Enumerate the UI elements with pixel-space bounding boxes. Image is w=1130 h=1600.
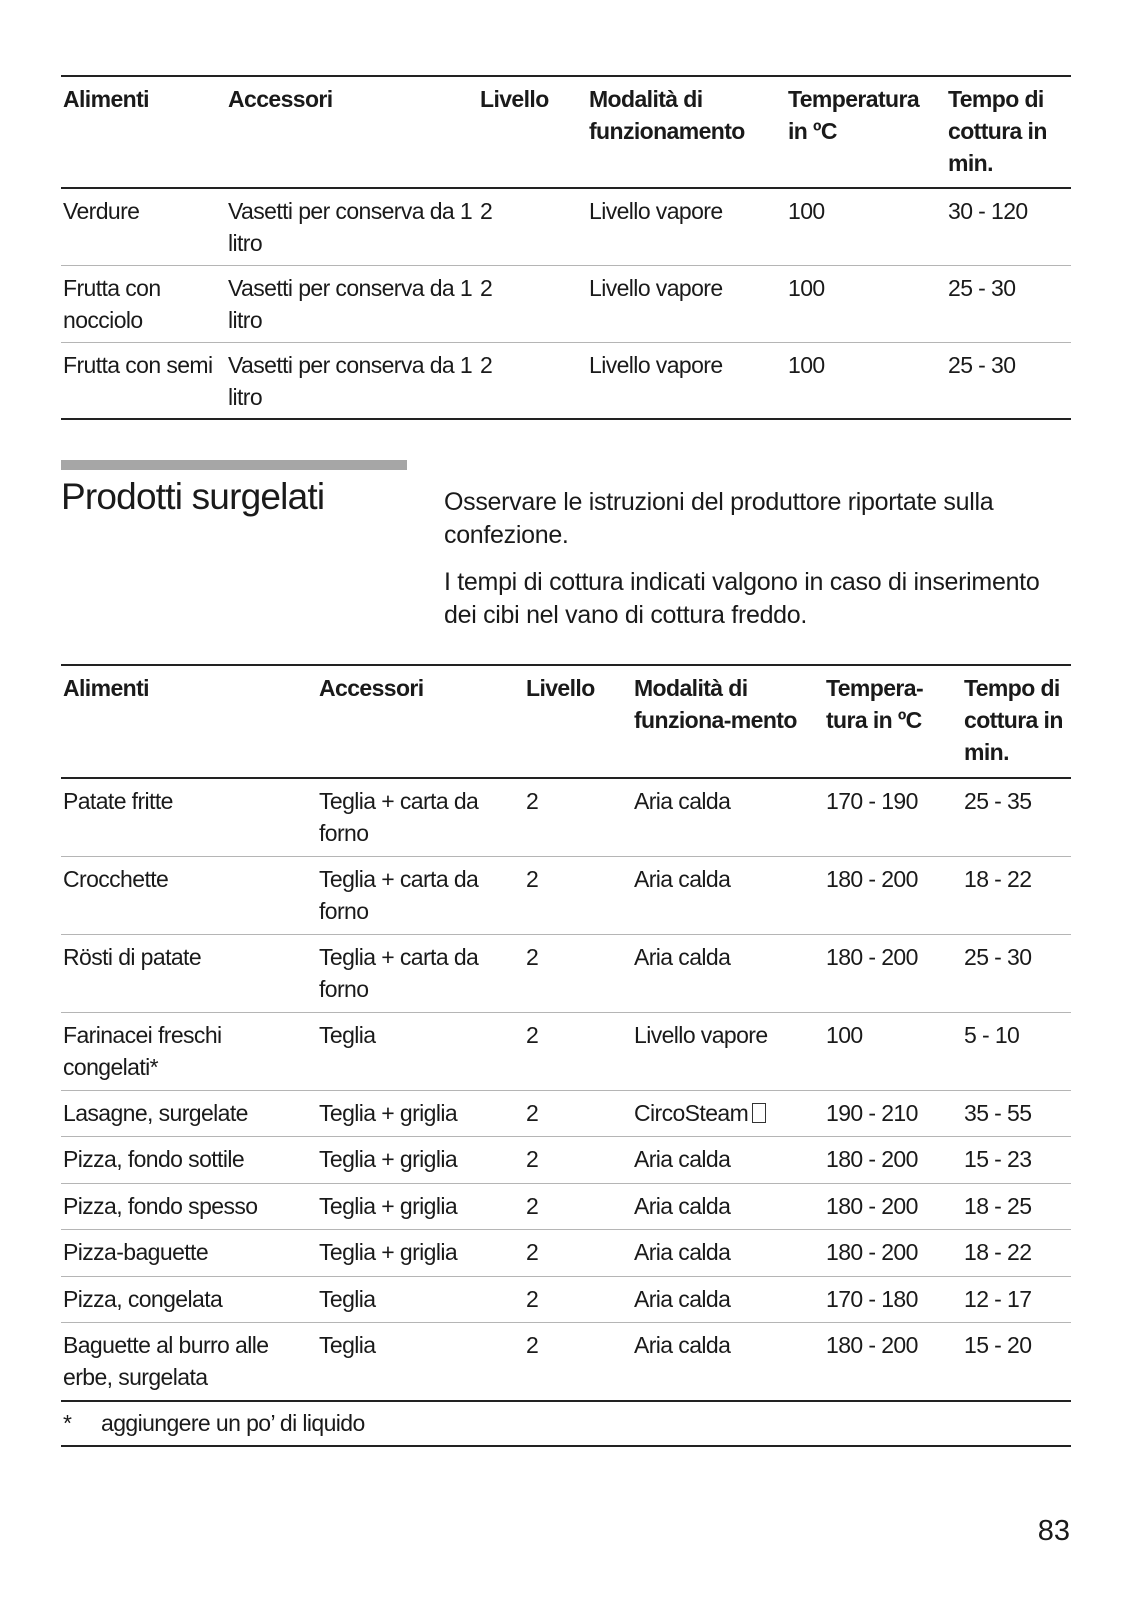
cell-modalita: Livello vapore [634, 1021, 768, 1048]
cell-alimento: Patate fritte [63, 788, 173, 814]
table-row [61, 778, 1071, 856]
section-accent-bar [61, 460, 407, 470]
col-header-livello: Livello [526, 675, 595, 701]
table-row [61, 934, 1071, 1012]
cell-temperatura: 180 - 200 [826, 1145, 918, 1172]
frozen-products-table [61, 664, 1071, 1447]
table-row [61, 1136, 1071, 1183]
col-header-alimenti: Alimenti [63, 86, 149, 112]
cell-livello: 2 [526, 788, 539, 814]
col-header-livello: Livello [480, 86, 549, 112]
cell-modalita: Aria calda [634, 1238, 731, 1265]
cell-temperatura: 100 [788, 198, 825, 224]
table-row [61, 1276, 1071, 1322]
cell-accessori: Teglia + griglia [319, 1238, 458, 1265]
cell-accessori: Vasetti per conserva da 1 litro [228, 274, 473, 333]
cell-modalita: Aria calda [634, 788, 731, 814]
circosteam-icon [752, 1103, 766, 1123]
mode-label: CircoSteam [634, 1099, 749, 1126]
cell-livello: 2 [526, 1238, 539, 1265]
cell-tempo: 18 - 22 [964, 865, 1032, 892]
table-header-row [61, 76, 1071, 188]
cell-alimento: Frutta con nocciolo [63, 274, 161, 333]
cell-modalita: Aria calda [634, 1192, 731, 1219]
conservation-table [61, 75, 1071, 420]
cell-alimento: Crocchette [63, 865, 169, 892]
cell-temperatura: 170 - 190 [826, 788, 918, 814]
footnote-marker: * [63, 1410, 72, 1436]
col-header-tempo: Tempo di cottura in min. [948, 86, 1047, 176]
cell-accessori: Teglia + griglia [319, 1145, 458, 1172]
cell-temperatura: 170 - 180 [826, 1285, 918, 1312]
table-header-row [61, 665, 1071, 778]
cell-accessori: Teglia + carta da forno [319, 788, 479, 846]
cell-modalita: Aria calda [634, 1145, 731, 1172]
cell-tempo: 30 - 120 [948, 198, 1028, 224]
cell-alimento: Frutta con semi [63, 351, 213, 378]
cell-temperatura: 100 [788, 274, 825, 301]
cell-accessori: Teglia [319, 1285, 376, 1312]
cell-alimento: Lasagne, surgelate [63, 1099, 248, 1126]
cell-temperatura: 180 - 200 [826, 865, 918, 892]
cell-livello: 2 [526, 1099, 539, 1126]
cell-livello: 2 [526, 943, 539, 970]
cell-alimento: Verdure [63, 198, 140, 224]
cell-accessori: Teglia [319, 1021, 376, 1048]
table-row [61, 1183, 1071, 1229]
table-row [61, 188, 1071, 265]
cell-accessori: Vasetti per conserva da 1 litro [228, 351, 473, 410]
cell-modalita: Livello vapore [589, 351, 723, 378]
cell-livello: 2 [526, 1192, 539, 1219]
cell-modalita: Aria calda [634, 943, 731, 970]
cell-accessori: Teglia [319, 1331, 376, 1358]
cell-tempo: 18 - 22 [964, 1238, 1032, 1265]
cell-tempo: 25 - 30 [964, 943, 1032, 970]
table-row [61, 1229, 1071, 1276]
col-header-tempo: Tempo di cottura in min. [964, 675, 1063, 765]
col-header-accessori: Accessori [228, 86, 333, 112]
cell-alimento: Rösti di patate [63, 943, 202, 970]
cell-accessori: Teglia + carta da forno [319, 943, 479, 1002]
cell-alimento: Pizza-baguette [63, 1238, 209, 1265]
cell-accessori: Teglia + griglia [319, 1099, 458, 1126]
cell-temperatura: 180 - 200 [826, 1331, 918, 1358]
cell-alimento: Pizza, fondo sottile [63, 1145, 245, 1172]
cell-temperatura: 180 - 200 [826, 943, 918, 970]
cell-accessori: Teglia + carta da forno [319, 865, 479, 924]
cell-tempo: 12 - 17 [964, 1285, 1032, 1312]
cell-modalita: Aria calda [634, 1331, 731, 1358]
table-row [61, 342, 1071, 419]
table-row [61, 265, 1071, 342]
cell-tempo: 25 - 30 [948, 351, 1016, 378]
cell-modalita: Aria calda [634, 865, 731, 892]
cell-livello: 2 [526, 1285, 539, 1312]
cell-alimento: Baguette al burro alle erbe, surgelata [63, 1331, 269, 1390]
cell-tempo: 35 - 55 [964, 1099, 1032, 1126]
footnote [61, 1401, 1071, 1446]
cell-modalita: Aria calda [634, 1285, 731, 1312]
cell-livello: 2 [526, 1331, 539, 1358]
table-row [61, 1012, 1071, 1090]
cell-livello: 2 [480, 274, 493, 301]
intro-paragraph: Osservare le istruzioni del produttore riportate sulla confezione. [444, 488, 994, 549]
cell-modalita [632, 1090, 824, 1136]
cell-livello: 2 [526, 1021, 539, 1048]
cell-temperatura: 100 [826, 1021, 863, 1048]
cell-tempo: 18 - 25 [964, 1192, 1032, 1219]
cell-temperatura: 180 - 200 [826, 1192, 918, 1219]
cell-alimento: Farinacei freschi congelati* [63, 1021, 222, 1080]
table-row [61, 1322, 1071, 1401]
table-row [61, 856, 1071, 934]
cell-modalita: Livello vapore [589, 274, 723, 301]
cell-modalita: Livello vapore [589, 198, 723, 224]
col-header-modalita: Modalità di funziona-mento [634, 675, 797, 733]
table-row [61, 1090, 1071, 1136]
cell-temperatura: 100 [788, 351, 825, 378]
col-header-temperatura: Tempera-tura in ºC [826, 675, 924, 733]
cell-tempo: 25 - 30 [948, 274, 1016, 301]
cell-livello: 2 [526, 1145, 539, 1172]
cell-tempo: 5 - 10 [964, 1021, 1020, 1048]
cell-livello: 2 [526, 865, 539, 892]
section-title: Prodotti surgelati [61, 476, 325, 517]
page-number: 83 [1037, 1515, 1070, 1547]
col-header-accessori: Accessori [319, 675, 424, 701]
cell-livello: 2 [480, 351, 493, 378]
cell-tempo: 15 - 23 [964, 1145, 1032, 1172]
cell-tempo: 15 - 20 [964, 1331, 1032, 1358]
footnote-text: aggiungere un po’ di liquido [101, 1410, 365, 1436]
col-header-modalita: Modalità di funzionamento [589, 86, 745, 144]
cell-temperatura: 180 - 200 [826, 1238, 918, 1265]
cell-alimento: Pizza, congelata [63, 1285, 223, 1312]
footnote-row [61, 1401, 1071, 1446]
cell-accessori: Vasetti per conserva da 1 litro [228, 198, 473, 256]
cell-alimento: Pizza, fondo spesso [63, 1192, 258, 1219]
cell-accessori: Teglia + griglia [319, 1192, 458, 1219]
col-header-temperatura: Temperatura in ºC [788, 86, 920, 144]
cell-tempo: 25 - 35 [964, 788, 1032, 814]
cell-temperatura: 190 - 210 [826, 1099, 918, 1126]
col-header-alimenti: Alimenti [63, 675, 149, 701]
section-intro [444, 486, 1074, 646]
cell-livello: 2 [480, 198, 493, 224]
intro-paragraph: I tempi di cottura indicati valgono in caso di inserimento dei cibi nel vano di cottura freddo. [444, 568, 1040, 629]
